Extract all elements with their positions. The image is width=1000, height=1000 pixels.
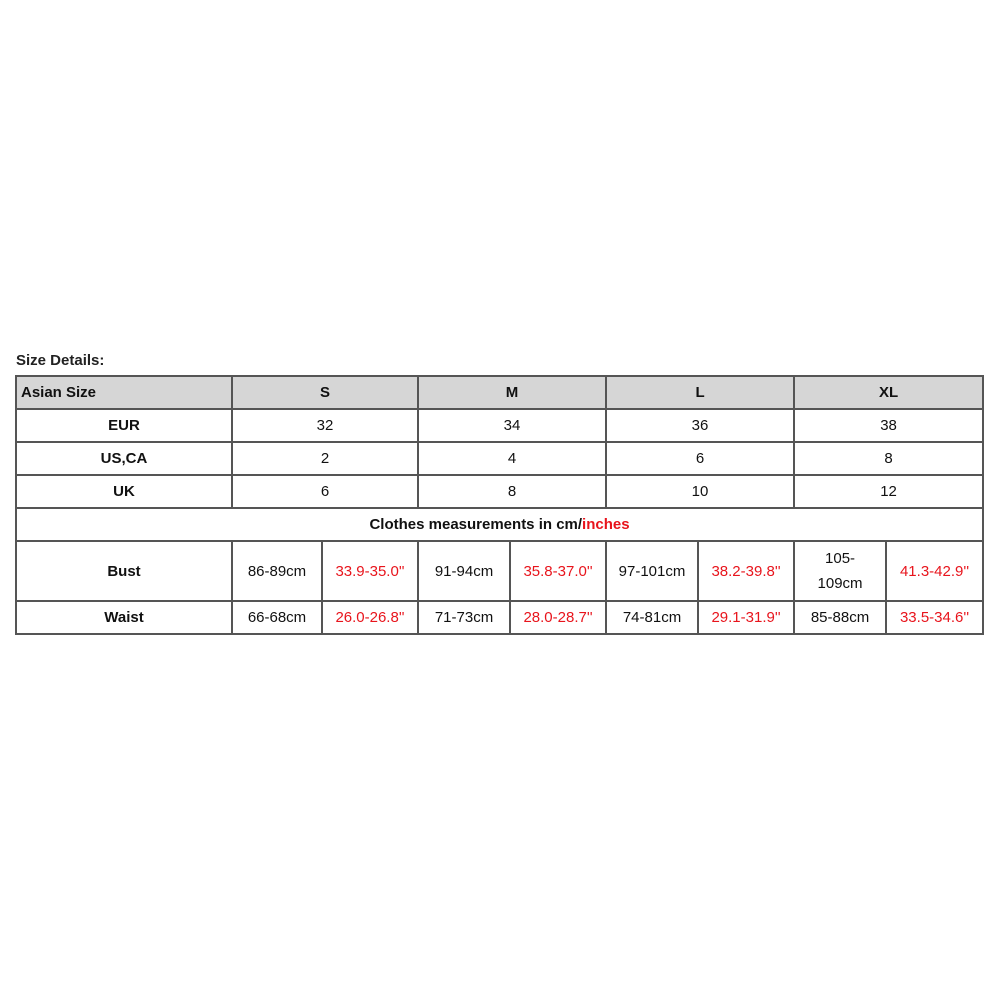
table-cell: 32 xyxy=(232,409,418,442)
table-cell-inch: 28.0-28.7'' xyxy=(510,601,606,634)
table-row-uk xyxy=(16,475,983,508)
asian-size-label: Asian Size xyxy=(16,376,232,409)
table-cell-inch: 35.8-37.0'' xyxy=(510,541,606,601)
row-label: Waist xyxy=(16,601,232,634)
table-cell: 34 xyxy=(418,409,606,442)
cm-line-2: 109cm xyxy=(817,575,863,592)
table-row-eur xyxy=(16,409,983,442)
table-cell: 2 xyxy=(232,442,418,475)
table-cell-cm: 91-94cm xyxy=(418,541,510,601)
size-chart-table xyxy=(15,375,984,635)
row-label: Bust xyxy=(16,541,232,601)
table-cell-cm: 85-88cm xyxy=(794,601,886,634)
table-cell: 36 xyxy=(606,409,794,442)
row-label: EUR xyxy=(16,409,232,442)
size-s-header: S xyxy=(232,376,418,409)
size-m-header: M xyxy=(418,376,606,409)
table-cell: 6 xyxy=(232,475,418,508)
table-cell: 4 xyxy=(418,442,606,475)
table-cell: 38 xyxy=(794,409,983,442)
table-cell-cm: 71-73cm xyxy=(418,601,510,634)
table-row-waist xyxy=(16,601,983,634)
size-l-header: L xyxy=(606,376,794,409)
size-details-caption: Size Details: xyxy=(16,352,105,369)
section-title-prefix: Clothes measurements in cm/ xyxy=(369,516,583,533)
table-cell: 12 xyxy=(794,475,983,508)
table-cell-cm: 86-89cm xyxy=(232,541,322,601)
table-cell-inch: 38.2-39.8'' xyxy=(698,541,794,601)
row-label: UK xyxy=(16,475,232,508)
table-cell-cm xyxy=(794,541,886,601)
row-label: US,CA xyxy=(16,442,232,475)
table-cell-inch: 26.0-26.8'' xyxy=(322,601,418,634)
table-cell-inch: 33.9-35.0'' xyxy=(322,541,418,601)
measurements-section-row xyxy=(16,508,983,541)
table-header-row xyxy=(16,376,983,409)
table-cell: 8 xyxy=(418,475,606,508)
table-cell-cm: 97-101cm xyxy=(606,541,698,601)
table-row-bust xyxy=(16,541,983,601)
table-cell-inch: 33.5-34.6'' xyxy=(886,601,983,634)
table-cell-inch: 29.1-31.9'' xyxy=(698,601,794,634)
size-xl-header: XL xyxy=(794,376,983,409)
measurements-section-title xyxy=(16,508,983,541)
table-cell-cm: 74-81cm xyxy=(606,601,698,634)
cm-line-1: 105- xyxy=(825,550,856,567)
table-cell-cm: 66-68cm xyxy=(232,601,322,634)
table-cell-inch: 41.3-42.9'' xyxy=(886,541,983,601)
table-cell: 10 xyxy=(606,475,794,508)
table-cell: 8 xyxy=(794,442,983,475)
table-row-us-ca xyxy=(16,442,983,475)
section-title-inches: inches xyxy=(582,516,630,533)
table-cell: 6 xyxy=(606,442,794,475)
